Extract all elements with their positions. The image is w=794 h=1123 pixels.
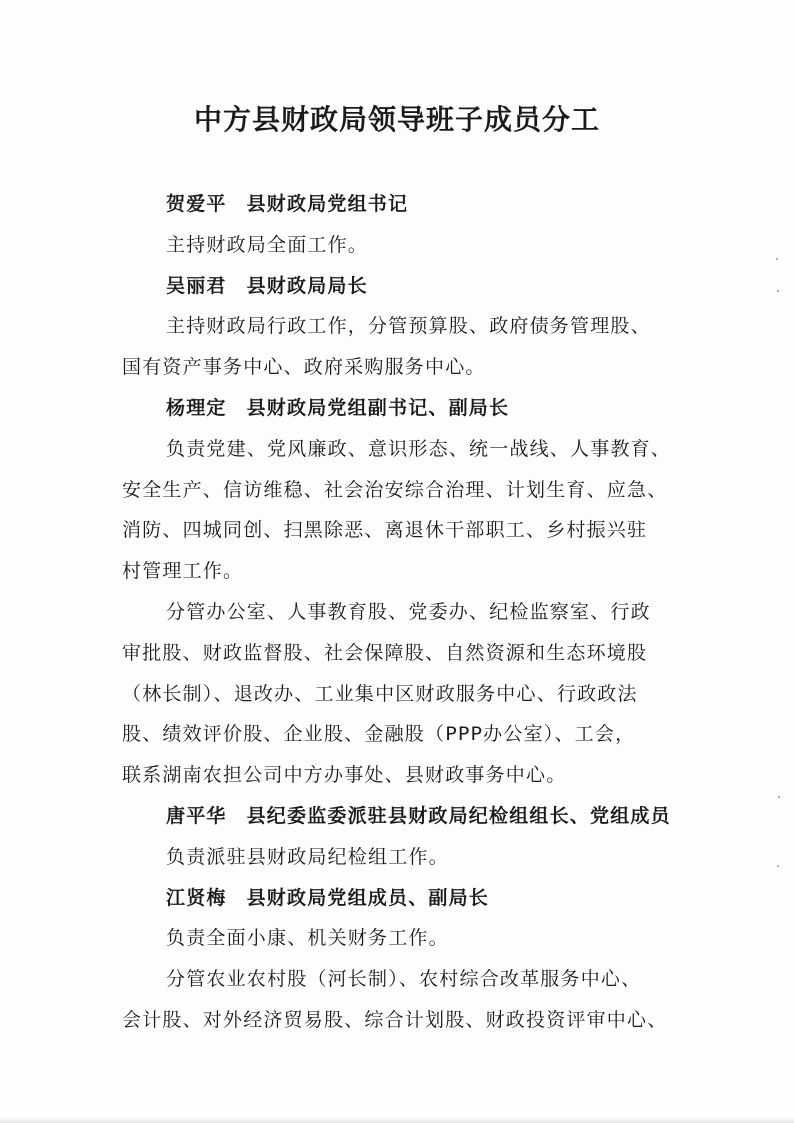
duty-paragraph-line: 主持财政局全面工作。	[166, 233, 369, 256]
leader-heading	[122, 878, 682, 919]
scan-speck	[776, 258, 778, 260]
duty-paragraph-line: 安全生产、信访维稳、社会治安综合治理、计划生育、应急、	[122, 478, 668, 501]
scan-speck	[778, 796, 780, 798]
duty-paragraph-line: 负责派驻县财政局纪检组工作。	[166, 845, 449, 868]
leader-heading	[122, 796, 682, 837]
scan-speck	[777, 865, 779, 867]
duty-paragraph-line: 会计股、对外经济贸易股、综合计划股、财政投资评审中心、	[122, 1008, 668, 1031]
duty-paragraph-line: 联系湖南农担公司中方办事处、县财政事务中心。	[122, 764, 567, 787]
document-title: 中方县财政局领导班子成员分工	[193, 103, 600, 136]
duty-paragraph-line: （林长制）、退改办、工业集中区财政服务中心、行政政法	[122, 682, 638, 705]
duty-paragraph-line: 分管办公室、人事教育股、党委办、纪检监察室、行政	[166, 600, 651, 623]
duty-paragraph-line: 股、绩效评价股、企业股、金融股（PPP办公室）、工会，	[122, 723, 636, 746]
leader-heading	[122, 388, 682, 429]
duty-paragraph-line: 国有资产事务中心、政府采购服务中心。	[122, 356, 486, 379]
leader-name: 杨理定	[166, 396, 227, 419]
leader-role: 县财政局党组副书记、副局长	[246, 396, 510, 419]
scan-speck	[777, 290, 779, 292]
duty-paragraph-line: 主持财政局行政工作，分管预算股、政府债务管理股、	[166, 315, 651, 338]
duty-paragraph-line: 审批股、财政监督股、社会保障股、自然资源和生态环境股	[122, 641, 648, 664]
duty-paragraph-line: 分管农业农村股（河长制）、农村综合改革服务中心、	[166, 968, 642, 991]
leader-heading	[122, 184, 682, 225]
leader-name: 唐平华	[166, 804, 227, 827]
leader-heading	[122, 266, 682, 307]
duty-paragraph-line: 负责党建、党风廉政、意识形态、统一战线、人事教育、	[166, 437, 672, 460]
leader-role: 县财政局局长	[246, 274, 368, 297]
leader-role: 县财政局党组成员、副局长	[246, 886, 490, 909]
leader-name: 江贤梅	[166, 886, 227, 909]
duty-paragraph-line: 消防、四城同创、扫黑除恶、离退休干部职工、乡村振兴驻	[122, 519, 648, 542]
scan-bottom-edge	[0, 1117, 794, 1123]
leader-role: 县纪委监委派驻县财政局纪检组组长、党组成员	[246, 804, 671, 827]
duty-paragraph-line: 负责全面小康、机关财务工作。	[166, 927, 449, 950]
leader-role: 县财政局党组书记	[246, 193, 409, 215]
document-body	[122, 184, 682, 1041]
leader-name: 贺爱平	[166, 193, 227, 215]
duty-paragraph-line: 村管理工作。	[122, 560, 244, 583]
leader-name: 吴丽君	[166, 274, 227, 297]
